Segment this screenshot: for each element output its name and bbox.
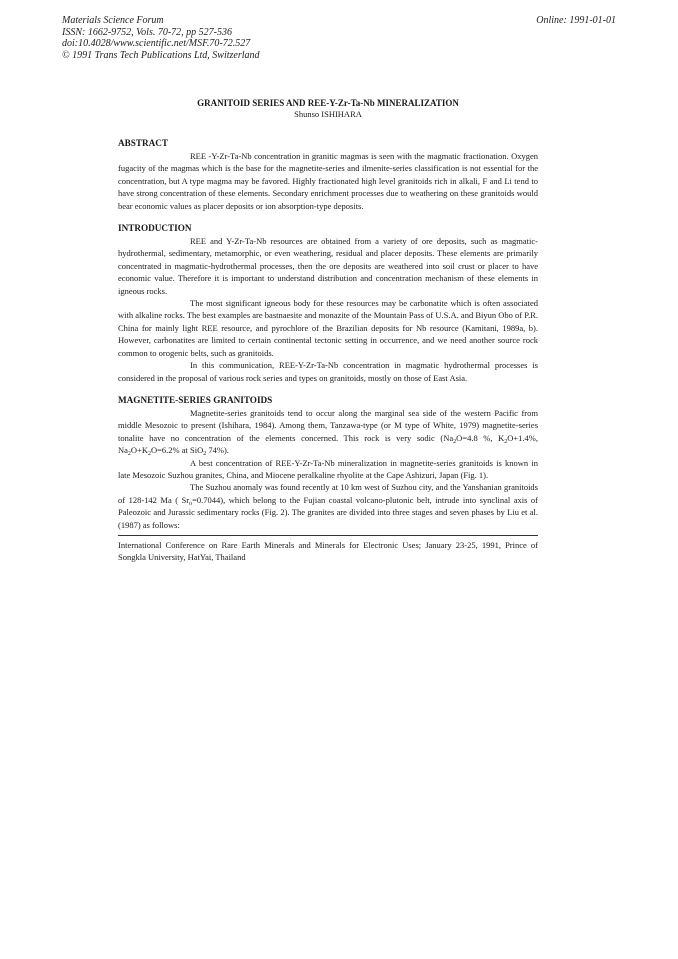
journal-header <box>62 15 260 61</box>
introduction-heading: INTRODUCTION <box>118 223 192 234</box>
intro-paragraph-2: The most significant igneous body for these resources may be carbonatite which is often associated with alkaline rocks. The best examples are bastnaesite and monazite of the Mountain Pass of U.S.A. and Biyun Obo of P.R. China for mainly light REE resource, and pyrochlore of the Brazilian deposits for Nb resource (Kamitani, 1989a, b). However, carbonatites are limited to certain continental tectonic setting in occurrence, and we need another source rock common to orogenic belts, such as granitoids. <box>118 298 538 358</box>
copyright-line: © 1991 Trans Tech Publications Ltd, Switzerland <box>62 49 260 61</box>
doi-line: doi:10.4028/www.scientific.net/MSF.70-72.527 <box>62 38 251 49</box>
paper-title: GRANITOID SERIES AND REE-Y-Zr-Ta-Nb MINERALIZATION <box>197 98 459 108</box>
abstract-heading: ABSTRACT <box>118 138 169 148</box>
intro-paragraph-3: In this communication, REE-Y-Zr-Ta-Nb concentration in magmatic hydrothermal processes is considered in the proposal of various rock series and types on granitoids, mostly on those of East Asia. <box>118 360 538 383</box>
footnote-rule <box>118 535 538 536</box>
abstract-text: REE -Y-Zr-Ta-Nb concentration in granitic magmas is seen with the magmatic fractionation. Oxygen fugacity of the magmas which is the base for the magnetite-series and ilmenite-series classification is not essential for the concentration, but A type magma may be favored. Highly fractionated high level granitoids rich in alkali, F and Li tend to have strong concentration of these elements. Secondary enrichment processes due to weathering on these granitoids would bear economic values as placer deposits or ion absorption-type deposits. <box>118 151 538 211</box>
issn-line: ISSN: 1662-9752, Vols. 70-72, pp 527-536 <box>62 26 232 38</box>
article-body <box>118 98 538 571</box>
magnetite-paragraph-3: The Suzhou anomaly was found recently at 10 km west of Suzhou city, and the Yanshanian granitoids of 128-142 Ma ( $Sr_o=0.7044$), which belong to the Fujian coastal volcano-plutonic belt, intrude into synclinal axis of Paleozoic and Jurassic sedimentary rocks (Fig. 2). The granites are divided into three stages and seven phases by Liu et al. (1987) as follows: <box>118 482 539 530</box>
journal-name: Materials Science Forum <box>62 15 164 26</box>
magnetite-paragraph-2: A best concentration of REE-Y-Zr-Ta-Nb mineralization in magnetite-series granitoids is known in late Mesozoic Suzhou granites, China, and Miocene peralkaline rhyolite at the Cape Ashizuri, Japan (Fig. 1). <box>118 457 538 480</box>
intro-paragraph-1: REE and Y-Zr-Ta-Nb resources are obtained from a variety of ore deposits, such as magmatic-hydrothermal, sedimentary, metamorphic, or even weathering, residual and placer deposits. These elements are primarily concentrated in magmatic-hydrothermal processes, then the ore deposits are weathered into soil crust or placer to have economic value. Therefore it is important to understand distribution and concentration mechanism of these elements in igneous rocks. <box>118 236 538 296</box>
online-date: Online: 1991-01-01 <box>536 15 616 26</box>
author-name: Shunso ISHIHARA <box>294 109 362 119</box>
magnetite-heading: MAGNETITE-SERIES GRANITOIDS <box>118 394 273 405</box>
magnetite-paragraph-1: Magnetite-series granitoids tend to occur along the marginal sea side of the western Pacific from middle Mesozoic to present (Ishihara, 1984). Among them, Tanzawa-type (or M type of White, 1979) magnetite-series tonalite have no concentration of the elements concerned. This rock is very sodic ($Na_2O=4.8$ %, $K_2O+1.4\%$, $Na_2O+K_2O=6.2\%$ at SiO$_2$ 74%). <box>118 407 538 458</box>
conference-footnote: International Conference on Rare Earth Minerals and Minerals for Electronic Uses; January 23-25, 1991, Prince of Songkla University, HatYai, Thailand <box>118 539 538 562</box>
